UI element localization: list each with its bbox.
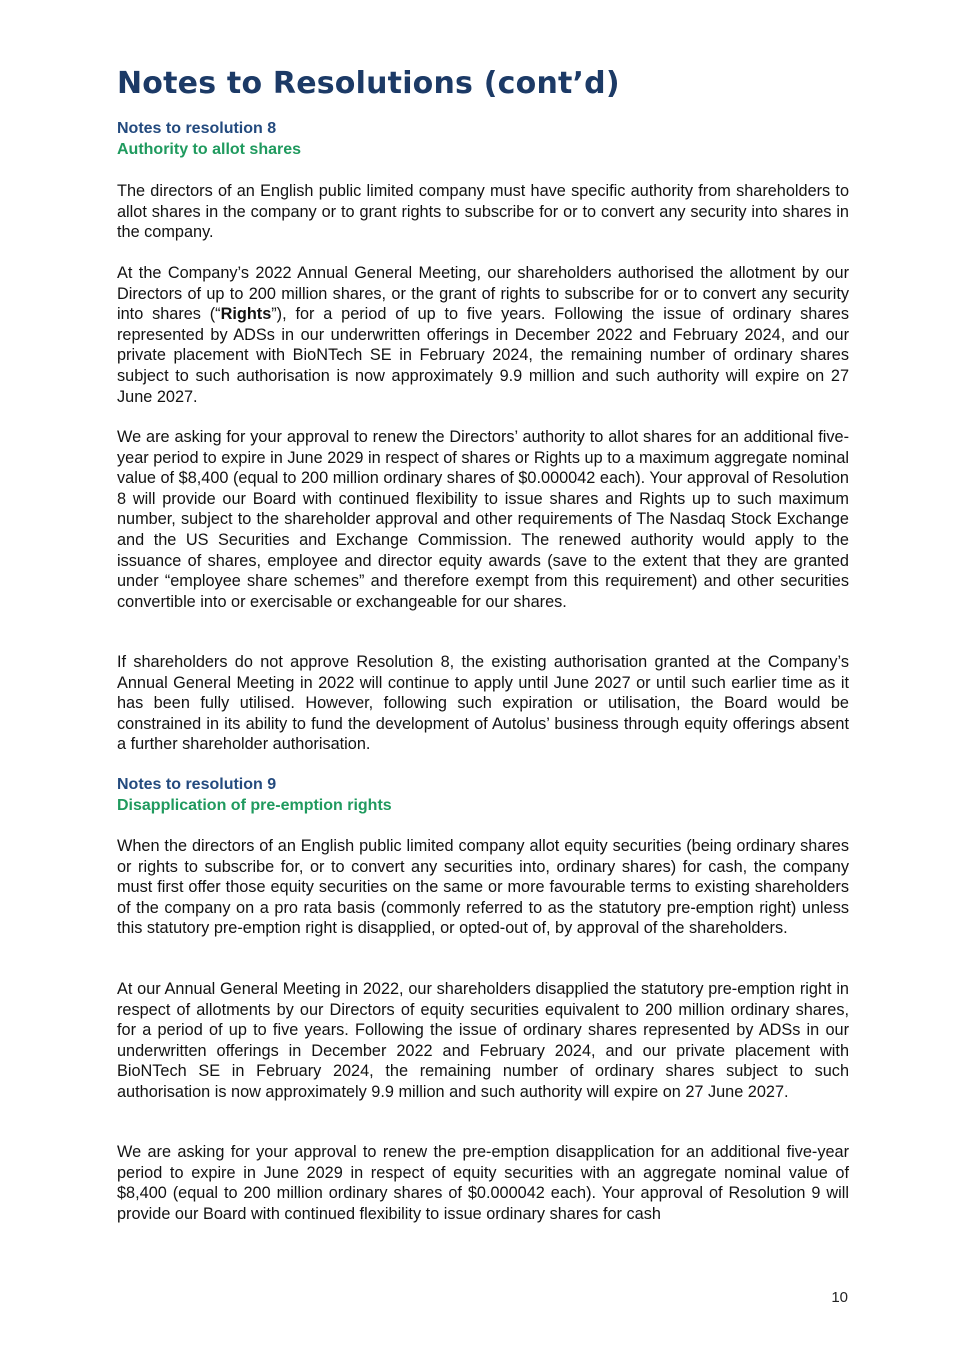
resolution-8-paragraph-2 xyxy=(117,263,849,407)
resolution-8-paragraph-3: We are asking for your approval to renew the Directors’ authority to allot shares for an additional five-year period to expire in June 2029 in respect of shares or Rights up to a maximum aggregate nominal value of $8,400 (equal to 200 million ordinary shares of $0.000042 each). Your approval of Resolution 8 will provide our Board with continued flexibility to issue shares and Rights up to such maximum number, subject to the shareholder approval and other requirements of The Nasdaq Stock Exchange and the US Securities and Exchange Commission. The renewed authority would apply to the issuance of shares, employee and director equity awards (save to the extent that they are granted under “employee share schemes” and therefore exempt from this requirement) and other securities convertible into or exercisable or exchangeable for our shares. xyxy=(117,428,849,611)
resolution-9-heading: Notes to resolution 9 xyxy=(117,776,277,793)
resolution-9-paragraph-2-block xyxy=(117,979,849,1103)
resolution-8-heading-block xyxy=(117,119,849,160)
resolution-9-heading-block xyxy=(117,775,849,816)
resolution-9-paragraph-1-block xyxy=(117,836,849,939)
page-title: Notes to Resolutions (cont’d) xyxy=(117,66,620,101)
resolution-9-paragraph-1: When the directors of an English public limited company allot equity securities (being ordinary shares or rights to subscribe for, or to convert any securities into, ordinary shares) for cash, the company must first offer those equity securities on the same or more favourable terms to existing shareholders of the company on a pro rata basis (commonly referred to as the statutory pre-emption right) unless this statutory pre-emption right is disapplied, or opted-out of, by approval of the shareholders. xyxy=(117,837,849,938)
resolution-8-subheading: Authority to allot shares xyxy=(117,140,302,158)
resolution-9-subheading: Disapplication of pre-emption rights xyxy=(117,796,392,814)
resolution-9-paragraph-3-block xyxy=(117,1142,849,1224)
page-number: 10 xyxy=(831,1289,848,1306)
rights-defined-term: Rights xyxy=(220,305,272,324)
resolution-8-paragraph-2-block xyxy=(117,263,849,407)
paragraph-text: ”), for a period of up to five years. Following the issue of ordinary shares represented by ADSs in our underwritten offerings in December 2022 and February 2024, and our private placement with BioNTech SE in February 2024, the remaining number of ordinary shares subject to such authorisation is now approximately 9.9 million and such authority will expire on 27 June 2027. xyxy=(117,305,849,406)
resolution-8-paragraph-3-block xyxy=(117,427,849,612)
resolution-9-paragraph-3: We are asking for your approval to renew the pre-emption disapplication for an additional five-year period to expire in June 2029 in respect of equity securities with an aggregate nominal value of $8,400 (equal to 200 million ordinary shares of $0.000042 each). Your approval of Resolution 9 will provide our Board with continued flexibility to issue ordinary shares for cash xyxy=(117,1143,849,1223)
resolution-8-paragraph-1: The directors of an English public limited company must have specific authority from shareholders to allot shares in the company or to grant rights to subscribe for or to convert any security into shares in the company. xyxy=(117,182,849,242)
resolution-8-paragraph-4-block xyxy=(117,652,849,755)
resolution-8-paragraph-4: If shareholders do not approve Resolution 8, the existing authorisation granted at the Company’s Annual General Meeting in 2022 will continue to apply until June 2027 or until such earlier time as it has been fully utilised. However, following such expiration or utilisation, the Board would be constrained in its ability to fund the development of Autolus’ business through equity offerings absent a further shareholder authorisation. xyxy=(117,653,849,754)
resolution-8-paragraph-1-block xyxy=(117,181,849,243)
paragraph-text: At the Company’s 2022 Annual General Meeting, our shareholders authorised the allotment by our Directors of up to 200 million shares, or the grant of rights to subscribe for or to convert any security into shares (“ xyxy=(117,264,849,324)
resolution-9-paragraph-2: At our Annual General Meeting in 2022, our shareholders disapplied the statutory pre-emption right in respect of allotments by our Directors of equity securities equivalent to 200 million ordinary shares, for a period of up to five years. Following the issue of ordinary shares represented by ADSs in our underwritten offerings in December 2022 and February 2024, and our private placement with BioNTech SE in February 2024, the remaining number of ordinary shares subject to such authorisation is now approximately 9.9 million and such authority will expire on 27 June 2027. xyxy=(117,980,849,1101)
resolution-8-heading: Notes to resolution 8 xyxy=(117,120,277,137)
